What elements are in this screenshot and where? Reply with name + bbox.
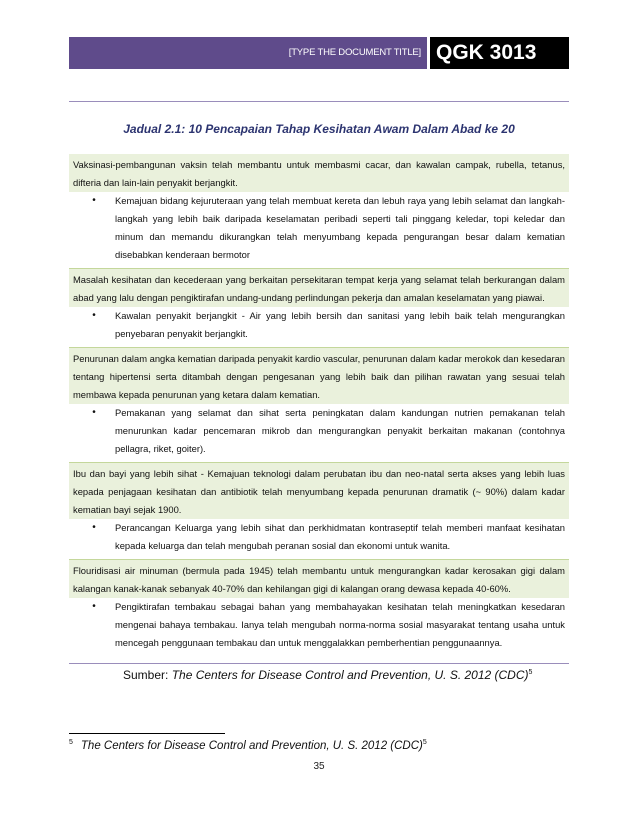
source-footnote-ref: 5 (528, 669, 533, 676)
list-item (73, 598, 565, 652)
source-prefix: Sumber: (123, 668, 172, 682)
table-row-body (69, 519, 569, 559)
header-title-bar (69, 37, 427, 69)
footnote-text: The Centers for Disease Control and Prevention, U. S. 2012 (CDC) (80, 739, 423, 752)
source-text: The Centers for Disease Control and Prevention, U. S. 2012 (CDC) (171, 668, 529, 682)
list-item (73, 404, 565, 458)
footnote-sup: 5 (422, 739, 427, 746)
table-row-head: Vaksinasi-pembangunan vaksin telah membantu untuk membasmi cacar, dan kawalan campak, rubella, tetanus, difteria dan lain-lain penyakit berjangkit. (69, 154, 569, 192)
bullet-text: Pengiktirafan tembakau sebagai bahan yang membahayakan kesihatan telah meningkatkan kesedaran mengenai bahaya tembakau. Ianya telah mengubah norma-norma sosial masyarakat tentang usaha untuk mencegah penggunaan tembakau dan untuk menggalakkan pemberhentian penggunaannya. (115, 601, 565, 648)
header-divider (69, 101, 569, 102)
bullet-icon: • (92, 310, 96, 321)
bullet-text: Kemajuan bidang kejuruteraan yang telah membuat kereta dan lebuh raya yang lebih selamat dan langkah-langkah yang lebih baik daripada keselamatan peribadi seperti tali pinggang keledar, topi keledar dan minum dan memandu dikurangkan telah menyumbang kepada pengurangan besar dalam kematian disebabkan kenderaan bermotor (115, 195, 565, 260)
table-row-body (69, 404, 569, 462)
list-item (73, 519, 565, 555)
list-item (73, 192, 565, 264)
bullet-text: Perancangan Keluarga yang lebih sihat dan perkhidmatan kontraseptif telah memberi manfaat kesihatan kepada keluarga dan telah mengubah peranan sosial dan ekonomi untuk wanita. (115, 522, 565, 551)
bullet-icon: • (92, 601, 96, 612)
achievements-table (69, 154, 569, 656)
page-number: 35 (313, 761, 325, 772)
footnote (69, 739, 427, 752)
bullet-icon: • (92, 407, 96, 418)
table-row-head: Penurunan dalam angka kematian daripada penyakit kardio vascular, penurunan dalam kadar merokok dan kesedaran tentang hipertensi serta ditambah dengan pengesanan yang lebih baik dan pilihan rawatan yang sesuai telah membawa kepada penurunan yang ketara dalam kematian. (69, 348, 569, 404)
source-citation (123, 668, 532, 682)
document-title: [TYPE THE DOCUMENT TITLE] (288, 47, 421, 58)
table-row-head: Masalah kesihatan dan kecederaan yang berkaitan persekitaran tempat kerja yang selamat telah berkurangan dalam abad yang lalu dengan pengiktirafan undang-undang perlindungan pekerja dan amalan keselamatan yang piawai. (69, 269, 569, 307)
table-row-head: Ibu dan bayi yang lebih sihat - Kemajuan teknologi dalam perubatan ibu dan neo-natal serta akses yang lebih luas kepada penjagaan kesihatan dan antibiotik telah menyumbang kepada penurunan dramatik (~ 90%) dalam kadar kematian bayi sejak 1900. (69, 463, 569, 519)
bullet-icon: • (92, 522, 96, 533)
table-row-body (69, 598, 569, 656)
bullet-text: Kawalan penyakit berjangkit - Air yang lebih bersih dan sanitasi yang lebih baik telah mengurangkan penyebaran penyakit berjangkit. (115, 310, 565, 339)
table-row-body (69, 307, 569, 347)
bullet-text: Pemakanan yang selamat dan sihat serta peningkatan dalam kandungan nutrien pemakanan telah menurunkan kadar pencemaran mikrob dan mengurangkan penyakit berkaitan makanan (contohnya pellagra, riket, goiter). (115, 407, 565, 454)
course-code: QGK 3013 (427, 37, 569, 69)
table-bottom-divider (69, 663, 569, 664)
footnote-mark: 5 (69, 739, 73, 746)
footnote-separator (69, 733, 225, 734)
table-caption: Jadual 2.1: 10 Pencapaian Tahap Kesihatan Awam Dalam Abad ke 20 (123, 122, 515, 136)
table-row-head: Flouridisasi air minuman (bermula pada 1945) telah membantu untuk mengurangkan kadar kerosakan gigi dalam kalangan kanak-kanak sebanyak 40-70% dan kehilangan gigi di kalangan orang dewasa kepada 40-60%. (69, 560, 569, 598)
bullet-icon: • (92, 195, 96, 206)
table-row-body (69, 192, 569, 268)
list-item (73, 307, 565, 343)
